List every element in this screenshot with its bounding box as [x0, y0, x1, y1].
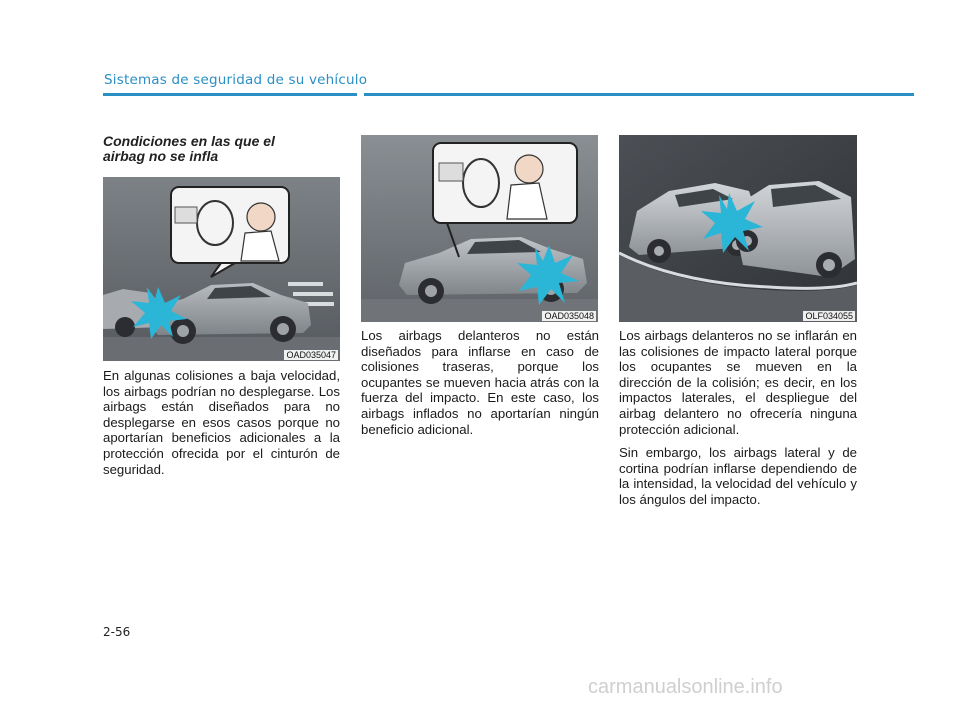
header-rule-left	[103, 93, 357, 96]
page-number: 2-56	[103, 625, 131, 639]
watermark: carmanualsonline.info	[588, 676, 783, 698]
figure-low-speed-collision	[103, 177, 340, 361]
rear-collision-illustration	[361, 135, 598, 322]
figure-code: OLF034055	[805, 311, 853, 321]
paragraph-1: Los airbags delanteros no se inflarán en las colisiones de impacto lateral porque los ocupantes se mueven en la dirección de la colisión; es decir, en los impactos laterales, el despliegue del airbag delantero no ofrecería ninguna protección adicional.	[619, 328, 857, 437]
column3-text	[619, 328, 857, 516]
low-speed-collision-illustration	[103, 177, 340, 361]
side-collision-illustration	[619, 135, 857, 322]
header-rule-right	[364, 93, 914, 96]
column2-paragraph	[361, 328, 599, 445]
figure-side-collision	[619, 135, 857, 322]
paragraph-2: Sin embargo, los airbags lateral y de cortina podrían inflarse dependiendo de la intensidad, la velocidad del vehículo y los ángulos del impacto.	[619, 445, 857, 507]
section-title: Sistemas de seguridad de su vehículo	[104, 72, 368, 88]
paragraph: Los airbags delanteros no están diseñados para inflarse en caso de colisiones traseras, porque los ocupantes se mueven hacia atrás con la fuerza del impacto. En este caso, los airbags inflados no aportarían ningún beneficio adicional.	[361, 328, 599, 437]
figure-rear-collision	[361, 135, 598, 322]
heading-line-1: Condiciones en las que el	[103, 133, 275, 149]
subsection-heading	[103, 134, 343, 164]
heading-line-2: airbag no se infla	[103, 148, 219, 164]
paragraph: En algunas colisiones a baja velocidad, los airbags podrían no desplegarse. Los airbags están diseñados para no desplegarse en esos casos porque no aportarían beneficios adicionales a la protección ofrecida por el cinturón de seguridad.	[103, 368, 340, 477]
column1-paragraph	[103, 368, 340, 485]
figure-code: OAD035048	[544, 311, 594, 321]
figure-code: OAD035047	[286, 350, 336, 360]
